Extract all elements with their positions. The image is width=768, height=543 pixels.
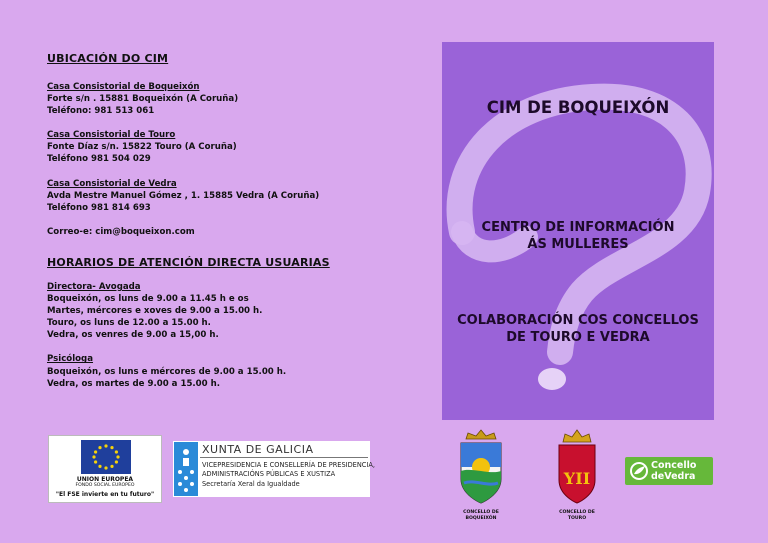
xunta-galicia-logo [173,441,375,497]
boqueixon-name: Casa Consistorial de Boqueixón [47,82,200,92]
xunta-emblem-icon [174,442,198,496]
vedra-address [47,178,377,214]
touro-name: Casa Consistorial de Touro [47,130,176,141]
psychologist-hours [47,353,377,389]
touro-street: Fonte Díaz s/n. 15822 Touro (A Coruña) [47,142,237,153]
director-hours [47,281,377,341]
boqueixon-address [47,81,377,117]
touro-shield-icon [555,428,599,504]
xunta-title: XUNTA DE GALICIA [202,443,314,456]
panel-title: CIM DE BOQUEIXÓN [486,98,670,117]
touro-phone: Teléfono 981 504 029 [47,154,151,165]
touro-address [47,129,377,165]
boqueixon-caption-1: CONCELLO DE [463,510,499,515]
director-title: Directora- Avogada [47,281,141,292]
xunta-divider [200,457,368,458]
touro-caption-2: TOURO [567,516,587,521]
cover-panel [442,42,714,420]
vedra-leaf-icon [630,462,648,480]
vedra-name: Casa Consistorial de Vedra [47,178,177,189]
panel-subtitle-2: ÁS MULLERES [527,237,629,252]
boqueixon-street: Forte s/n . 15881 Boqueixón (A Coruña) [47,94,239,105]
director-line: Vedra, os venres de 9.00 a 15,00 h. [47,330,219,341]
panel-subtitle-1: CENTRO DE INFORMACIÓN [481,220,675,235]
boqueixon-phone: Teléfono: 981 513 061 [47,106,155,117]
director-line: Boqueixón, os luns de 9.00 a 11.45 h e os [47,294,249,305]
hours-heading: HORARIOS DE ATENCIÓN DIRECTA USUARIAS [47,255,330,269]
xunta-dept-2: ADMINISTRACIÓNS PÚBLICAS E XUSTIZA [202,470,336,478]
eu-fse-logo [48,435,162,503]
xunta-dept-3: Secretaría Xeral da Igualdade [202,480,300,488]
boqueixon-shield-icon [456,429,506,505]
boqueixon-caption [451,510,511,522]
eu-flag-icon [81,440,131,474]
psychologist-title: Psicóloga [47,354,94,365]
location-heading: UBICACIÓN DO CIM [47,52,169,65]
fse-label: FONDO SOCIAL EUROPEO [75,483,135,488]
panel-collab-2: DE TOURO E VEDRA [506,330,650,345]
touro-numeral: YII [563,469,591,488]
vedra-street: Avda Mestre Manuel Gómez , 1. 15885 Vedra (A Coruña) [47,190,320,201]
touro-caption-1: CONCELLO DE [559,510,595,515]
psychologist-line: Boqueixón, os luns e mércores de 9.00 a 15.00 h. [47,366,287,377]
eu-label: UNION EUROPEA [76,476,134,483]
touro-caption [547,510,607,522]
vedra-line-1: Concello [651,460,697,471]
fse-slogan: "El FSE invierte en tu futuro" [55,491,155,498]
vedra-phone: Teléfono 981 814 693 [47,202,151,213]
psychologist-line: Vedra, os martes de 9.00 a 15.00 h. [47,378,221,389]
vedra-logo [625,457,713,485]
email-line: Correo-e: cim@boqueixon.com [47,226,195,237]
director-line: Touro, os luns de 12.00 a 15.00 h. [47,318,211,329]
contact-column [47,52,377,390]
panel-collab-1: COLABORACIÓN COS CONCELLOS [457,313,699,328]
vedra-line-2: deVedra [651,471,696,482]
boqueixon-caption-2: BOQUEIXÓN [465,516,497,521]
xunta-dept-1: VICEPRESIDENCIA E CONSELLERÍA DE PRESIDENCIA, [202,461,375,469]
director-line: Martes, mércores e xoves de 9.00 a 15.00 h. [47,306,263,317]
